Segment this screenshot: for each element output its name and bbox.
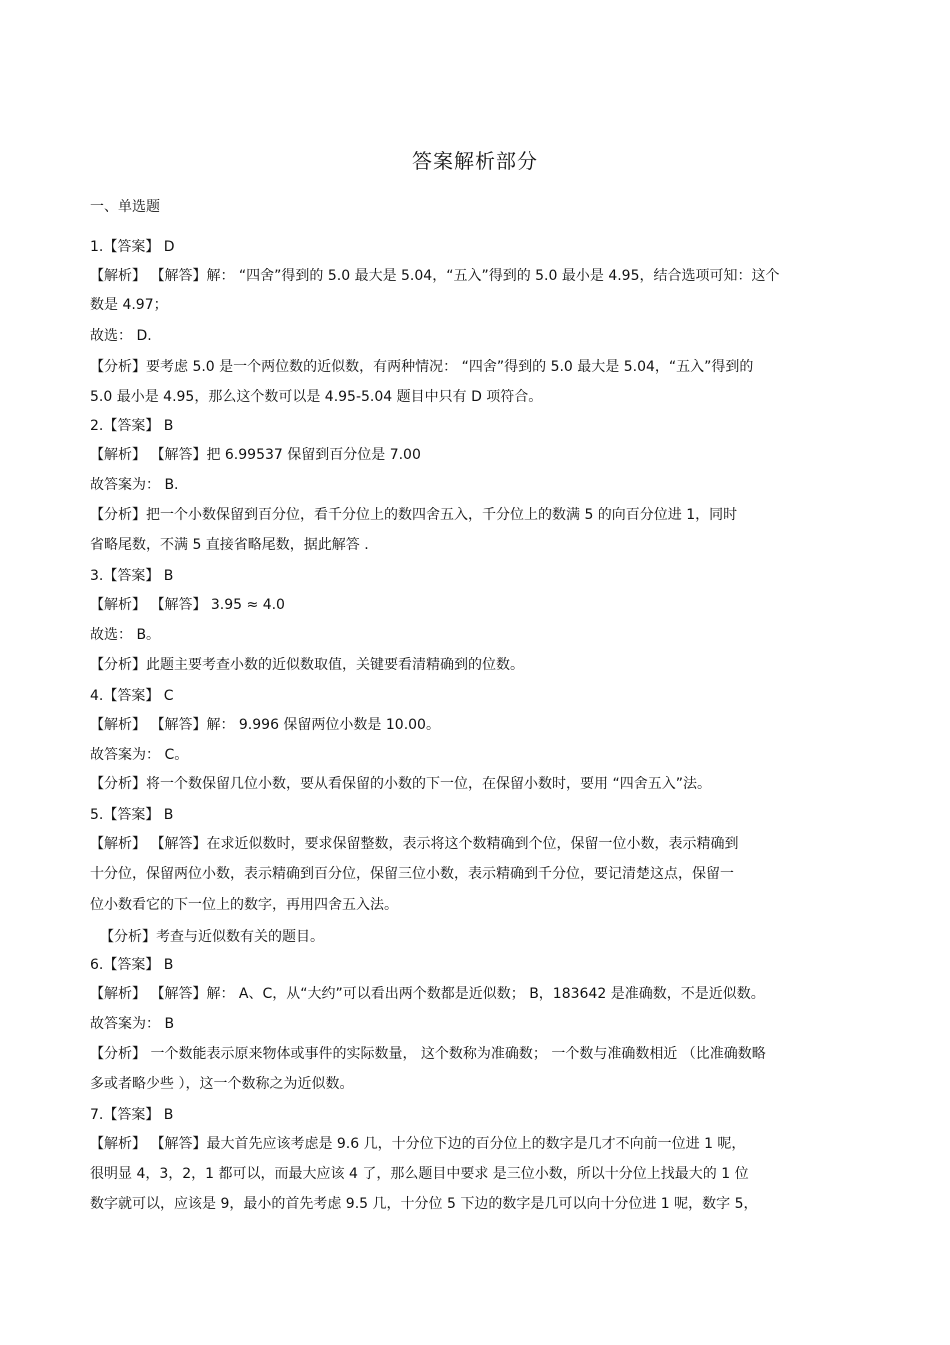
text-line: 故答案为： B.: [90, 477, 179, 493]
text-line: 【分析】要考虑 5.0 是一个两位数的近似数，有两种情况： “四舍”得到的 5.0 最大是 5.04，“五入”得到的: [90, 359, 754, 375]
text-line: 省略尾数，不满 5 直接省略尾数，据此解答 .: [90, 537, 369, 553]
text-line: 多或者略少些 ），这一个数称之为近似数。: [90, 1076, 354, 1092]
page-title: 答案解析部分: [412, 149, 538, 173]
text-line: 【分析】把一个小数保留到百分位，看千分位上的数四舍五入，千分位上的数满 5 的向百分位进 1，同时: [90, 507, 738, 523]
text-line: 【解析】 【解答】最大首先应该考虑是 9.6 几，十分位下边的百分位上的数字是几才不向前一位进 1 呢，: [90, 1136, 746, 1152]
text-line: 5.0 最小是 4.95，那么这个数可以是 4.95-5.04 题目中只有 D 项符合。: [90, 389, 543, 405]
text-line: 1.【答案】 D: [90, 239, 175, 255]
text-line: 【分析】将一个数保留几位小数，要从看保留的小数的下一位，在保留小数时，要用 “四舍五入”法。: [90, 776, 711, 792]
text-line: 十分位，保留两位小数，表示精确到百分位，保留三位小数，表示精确到千分位，要记清楚这点，保留一: [90, 866, 734, 882]
text-line: 【解析】 【解答】把 6.99537 保留到百分位是 7.00: [90, 447, 421, 463]
text-line: 5.【答案】 B: [90, 807, 174, 823]
text-line: 【分析】此题主要考查小数的近似数取值，关键要看清精确到的位数。: [90, 657, 524, 673]
text-line: 【解析】 【解答】解： A、C，从“大约”可以看出两个数都是近似数； B，183642 是准确数，不是近似数。: [90, 986, 765, 1002]
text-line: 很明显 4，3，2，1 都可以，而最大应该 4 了，那么题目中要求 是三位小数，所以十分位上找最大的 1 位: [90, 1166, 749, 1182]
text-line: 数字就可以，应该是 9，最小的首先考虑 9.5 几，十分位 5 下边的数字是几可以向十分位进 1 呢，数字 5，: [90, 1196, 758, 1212]
text-line: 位小数看它的下一位上的数字，再用四舍五入法。: [90, 897, 398, 913]
text-line: 数是 4.97；: [90, 297, 168, 313]
text-line: 3.【答案】 B: [90, 568, 174, 584]
text-line: 【解析】 【解答】解： “四舍”得到的 5.0 最大是 5.04，“五入”得到的 5.0 最小是 4.95，结合选项可知：这个: [90, 268, 780, 284]
text-line: 故选： D.: [90, 328, 152, 344]
text-line: 故答案为： C。: [90, 747, 189, 763]
text-line: 故答案为： B: [90, 1016, 175, 1032]
text-line: 4.【答案】 C: [90, 688, 174, 704]
text-line: 【分析】 一个数能表示原来物体或事件的实际数量， 这个数称为准确数； 一个数与准确数相近 （比准确数略: [90, 1046, 766, 1062]
text-line: 【解析】 【解答】解： 9.996 保留两位小数是 10.00。: [90, 717, 440, 733]
text-line: 【解析】 【解答】 3.95 ≈ 4.0: [90, 597, 285, 613]
text-line: 6.【答案】 B: [90, 957, 174, 973]
text-line: 【解析】 【解答】在求近似数时，要求保留整数，表示将这个数精确到个位，保留一位小数，表示精确到: [90, 836, 739, 852]
text-line: 7.【答案】 B: [90, 1107, 174, 1123]
text-line: 2.【答案】 B: [90, 418, 174, 434]
text-line: 【分析】考查与近似数有关的题目。: [100, 929, 324, 945]
section-heading: 一、单选题: [90, 199, 160, 215]
text-line: 故选： B。: [90, 627, 161, 643]
